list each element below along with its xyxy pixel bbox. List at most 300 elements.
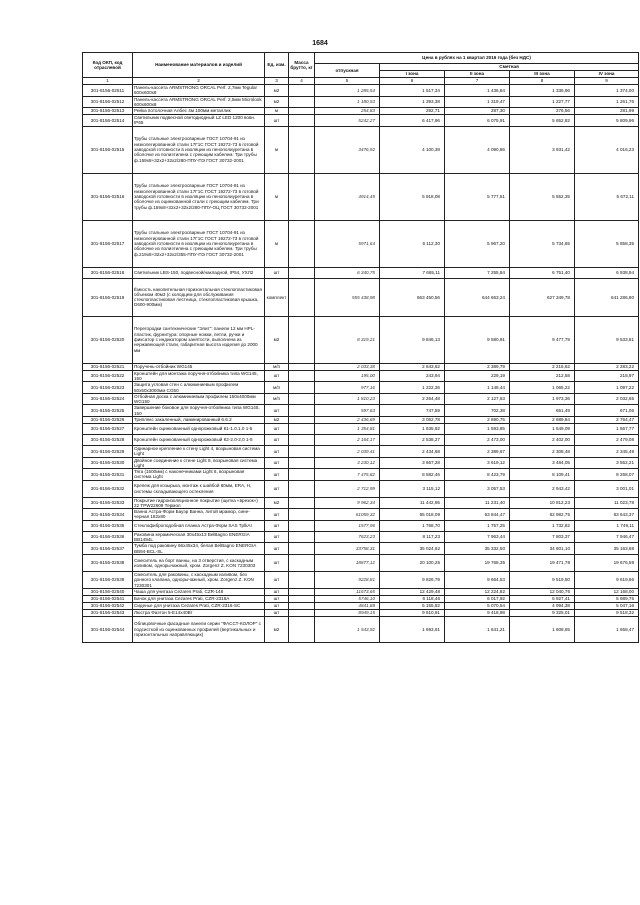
row-release-price: 9 962,34: [315, 497, 380, 509]
row-mass: [289, 543, 315, 555]
row-zone4-price: 19 676,59: [575, 554, 639, 571]
row-release-price: 2 436,69: [315, 416, 380, 423]
row-unit: шт: [265, 571, 289, 588]
row-zone2-price: 3 057,53: [445, 480, 510, 497]
row-zone3-price: 10 812,23: [510, 497, 575, 509]
table-header: [83, 53, 639, 85]
row-release-price: 8949,15: [315, 609, 380, 616]
row-mass: [289, 405, 315, 417]
row-code: 301-8156-02532: [83, 480, 133, 497]
row-unit: м2: [265, 85, 289, 97]
table-row: [83, 393, 639, 405]
row-zone2-price: 287,30: [445, 108, 510, 115]
row-mass: [289, 126, 315, 173]
row-release-price: 9228,81: [315, 571, 380, 588]
table-row: [83, 85, 639, 97]
row-zone1-price: 8 582,46: [380, 469, 445, 481]
row-mass: [289, 554, 315, 571]
row-zone2-price: 6 075,91: [445, 115, 510, 127]
table-body: [83, 85, 639, 643]
row-code: 301-8156-02536: [83, 531, 133, 543]
row-zone1-price: 3 115,12: [380, 480, 445, 497]
row-code: 301-8156-02519: [83, 278, 133, 316]
row-code: 301-8156-02520: [83, 316, 133, 363]
row-name: Защита угловая стен с алюминиевым профилем 50х50х3000мм CG50: [133, 382, 265, 394]
row-release-price: 1 180,53: [315, 96, 380, 108]
row-unit: шт: [265, 531, 289, 543]
row-name: Ёмкость накопительная горизонтальная стеклопластиковая объемом 40м3 (с колодцем для обслуживания стеклопластиковая лестница, стеклопластиковая крышка, D600-900мм): [133, 278, 265, 316]
row-unit: м2: [265, 416, 289, 423]
row-zone3-price: 2 308,48: [510, 445, 575, 457]
row-zone4-price: 1 567,77: [575, 423, 639, 434]
row-zone1-price: 6 118,46: [380, 595, 445, 602]
row-code: 301-8156-02539: [83, 571, 133, 588]
row-release-price: 5242,27: [315, 115, 380, 127]
table-row: [83, 543, 639, 555]
row-zone2-price: 1 593,85: [445, 423, 510, 434]
row-name: Завершение боковое для поручня-отбойника типа WG145, 150: [133, 405, 265, 417]
header-release: отпускная: [315, 64, 380, 78]
row-release-price: 3 230,12: [315, 457, 380, 469]
row-code: 301-8156-02523: [83, 382, 133, 394]
row-zone3-price: 627 349,78: [510, 278, 575, 316]
row-unit: м/п: [265, 363, 289, 370]
row-zone4-price: 2 764,47: [575, 416, 639, 423]
row-name: Кронштейн оцинкованный однорожковый К1-1.0.1.0 1-5: [133, 423, 265, 434]
row-code: 301-8156-02518: [83, 267, 133, 278]
row-zone2-price: 9 418,98: [445, 609, 510, 616]
row-name: Поручень-отбойник WG145: [133, 363, 265, 370]
row-mass: [289, 382, 315, 394]
row-zone1-price: 2 843,62: [380, 363, 445, 370]
row-zone1-price: 9 610,91: [380, 609, 445, 616]
row-zone4-price: 218,97: [575, 370, 639, 382]
table-row: [83, 363, 639, 370]
row-zone2-price: 6 017,92: [445, 595, 510, 602]
row-code: 301-8156-02544: [83, 616, 133, 642]
row-name: Раковина керамическая 30х45х13 BelBagno ENERGIA BB1494L: [133, 531, 265, 543]
row-zone2-price: 11 231,40: [445, 497, 510, 509]
row-unit: комплект: [265, 278, 289, 316]
row-mass: [289, 370, 315, 382]
column-number: 7: [445, 78, 510, 85]
row-unit: шт: [265, 595, 289, 602]
table-row: [83, 554, 639, 571]
row-zone3-price: 5 652,82: [510, 115, 575, 127]
row-name: Отбойная доска с алюминиевым профилем 150х4000мм WG150: [133, 393, 265, 405]
row-release-price: 254,83: [315, 108, 380, 115]
row-zone2-price: 12 224,82: [445, 588, 510, 595]
row-zone1-price: 35 024,62: [380, 543, 445, 555]
row-mass: [289, 434, 315, 445]
row-mass: [289, 363, 315, 370]
row-release-price: 555 438,98: [315, 278, 380, 316]
row-unit: м/п: [265, 393, 289, 405]
row-zone4-price: 9 518,32: [575, 609, 639, 616]
row-release-price: 8 319,21: [315, 316, 380, 363]
row-mass: [289, 457, 315, 469]
row-zone2-price: 8 423,79: [445, 469, 510, 481]
row-mass: [289, 173, 315, 220]
row-mass: [289, 393, 315, 405]
row-name: Трубы стальные электросварные ГОСТ 10704-91 из низколегированной стали 17Г1С ГОСТ 19272-73 в готовой заводской готовности в изоляции из пенополиуретана в оболочке из полиэтилена с греющим кабелем. Три трубы ф.219х8+32х2+32х2/355-ППУ-ПЭ ГОСТ 30732-2001: [133, 220, 265, 267]
row-unit: шт: [265, 445, 289, 457]
row-zone1-price: 2 434,68: [380, 445, 445, 457]
row-zone3-price: 3 484,05: [510, 457, 575, 469]
table-row: [83, 405, 639, 417]
row-zone3-price: 2 943,42: [510, 480, 575, 497]
row-zone4-price: 2 032,65: [575, 393, 639, 405]
row-code: 301-8156-02517: [83, 220, 133, 267]
table-row: [83, 126, 639, 173]
row-zone1-price: 9 826,79: [380, 571, 445, 588]
row-release-price: 7 475,82: [315, 469, 380, 481]
row-zone4-price: 5 047,16: [575, 602, 639, 609]
row-zone2-price: 5 967,20: [445, 220, 510, 267]
row-release-price: 33758,31: [315, 543, 380, 555]
row-zone1-price: 1 222,36: [380, 382, 445, 394]
row-mass: [289, 595, 315, 602]
row-zone3-price: 9 477,79: [510, 316, 575, 363]
row-unit: шт: [265, 469, 289, 481]
row-zone2-price: 2 389,79: [445, 363, 510, 370]
row-unit: м: [265, 173, 289, 220]
row-mass: [289, 445, 315, 457]
row-zone2-price: 1 641,21: [445, 616, 510, 642]
row-zone2-price: 5 070,54: [445, 602, 510, 609]
row-zone2-price: 9 664,53: [445, 571, 510, 588]
row-zone4-price: 5 858,35: [575, 220, 639, 267]
row-release-price: 2 712,99: [315, 480, 380, 497]
row-unit: м/п: [265, 382, 289, 394]
row-name: Люстра Фаэтон 5-Е14х40Вт: [133, 609, 265, 616]
row-mass: [289, 85, 315, 97]
table-row: [83, 480, 639, 497]
row-zone3-price: 34 601,10: [510, 543, 575, 555]
row-unit: шт: [265, 520, 289, 531]
row-zone1-price: 6 112,30: [380, 220, 445, 267]
row-zone1-price: 1 635,92: [380, 423, 445, 434]
row-code: 301-8156-02525: [83, 405, 133, 417]
column-number: 5: [315, 78, 380, 85]
row-zone4-price: 2 283,22: [575, 363, 639, 370]
row-zone4-price: 2 345,49: [575, 445, 639, 457]
row-release-price: 1 354,81: [315, 423, 380, 434]
row-code: 301-8156-02515: [83, 126, 133, 173]
row-unit: шт: [265, 457, 289, 469]
header-unit: Ед. изм.: [265, 53, 289, 78]
row-code: 301-8156-02535: [83, 520, 133, 531]
row-zone3-price: 1 227,77: [510, 96, 575, 108]
table-row: [83, 278, 639, 316]
row-zone3-price: 6 751,40: [510, 267, 575, 278]
table-row: [83, 434, 639, 445]
row-zone1-price: 5 155,82: [380, 602, 445, 609]
row-zone3-price: 62 982,75: [510, 509, 575, 521]
row-code: 301-8156-02530: [83, 457, 133, 469]
row-name: Смеситель для раковины, с каскадным изливом, без донного клапана, однорычажный, хром. Zorgenz Z. KON 7230301: [133, 571, 265, 588]
row-zone4-price: 4 016,23: [575, 126, 639, 173]
row-zone2-price: 19 768,35: [445, 554, 510, 571]
row-zone2-price: 1 757,25: [445, 520, 510, 531]
table-row: [83, 609, 639, 616]
row-name: Трубы стальные электросварные ГОСТ 10704-91 из низколегированной стали 17Г1С ГОСТ 19272-73 в готовой заводской готовности в изоляции из пенополиуретана в оболочке из оцинкованной стали с греющим кабелем. Три трубы ф.159х8+32х2+32х2/280-ППУ-ОЦ ГОСТ 30732-2001: [133, 173, 265, 220]
row-unit: шт: [265, 602, 289, 609]
row-zone1-price: 3 052,78: [380, 416, 445, 423]
header-estimate: Сметная: [380, 64, 639, 71]
row-zone1-price: 4 100,38: [380, 126, 445, 173]
row-zone1-price: 243,94: [380, 370, 445, 382]
row-zone1-price: 1 393,38: [380, 96, 445, 108]
row-zone1-price: 9 846,13: [380, 316, 445, 363]
row-zone3-price: 9 325,01: [510, 609, 575, 616]
row-zone1-price: 7 665,11: [380, 267, 445, 278]
row-mass: [289, 497, 315, 509]
row-zone4-price: 2 479,08: [575, 434, 639, 445]
header-zone-1: I зона: [380, 71, 445, 78]
row-code: 301-8156-02542: [83, 602, 133, 609]
row-code: 301-8156-02524: [83, 393, 133, 405]
row-zone3-price: 651,49: [510, 405, 575, 417]
row-unit: шт: [265, 423, 289, 434]
column-number: 2: [133, 78, 265, 85]
row-code: 301-8156-02540: [83, 588, 133, 595]
row-release-price: 195,00: [315, 370, 380, 382]
row-code: 301-8156-02521: [83, 363, 133, 370]
table-row: [83, 588, 639, 595]
row-release-price: 6 340,75: [315, 267, 380, 278]
table-row: [83, 382, 639, 394]
row-unit: м2: [265, 316, 289, 363]
row-zone3-price: 2 689,84: [510, 416, 575, 423]
row-zone4-price: 3 552,21: [575, 457, 639, 469]
row-name: Облицовочные фасадные панели серии "ФАССТ-КОЛОР" с подсисткой из оцинкованных профилей (вертикальных и горизонтальных направляющих): [133, 616, 265, 642]
row-code: 301-8156-02538: [83, 554, 133, 571]
row-zone3-price: 7 803,37: [510, 531, 575, 543]
row-code: 301-8156-02534: [83, 509, 133, 521]
row-mass: [289, 588, 315, 595]
row-code: 301-8156-02533: [83, 497, 133, 509]
row-zone1-price: 20 100,25: [380, 554, 445, 571]
table-row: [83, 370, 639, 382]
row-code: 301-8156-02541: [83, 595, 133, 602]
table-row: [83, 416, 639, 423]
row-zone3-price: 1 608,65: [510, 616, 575, 642]
table-row: [83, 616, 639, 642]
row-name: Триплекс закаленный, ламинированный 6.6.2: [133, 416, 265, 423]
row-zone4-price: 1 749,11: [575, 520, 639, 531]
table-row: [83, 602, 639, 609]
row-zone3-price: 1 549,09: [510, 423, 575, 434]
row-code: 301-8156-02526: [83, 416, 133, 423]
row-name: Тяга (1500мм) с наконечниками Light 6, возрыновая система Light: [133, 469, 265, 481]
row-zone4-price: 35 163,68: [575, 543, 639, 555]
row-unit: шт: [265, 554, 289, 571]
row-release-price: 7623,23: [315, 531, 380, 543]
row-zone3-price: 19 471,78: [510, 554, 575, 571]
row-zone2-price: 4 090,86: [445, 126, 510, 173]
column-number: 1: [83, 78, 133, 85]
page-number: 1684: [312, 40, 328, 47]
row-code: 301-8156-02514: [83, 115, 133, 127]
price-table: [82, 52, 639, 643]
row-zone2-price: 1 148,44: [445, 382, 510, 394]
row-zone4-price: 5 989,75: [575, 595, 639, 602]
row-mass: [289, 115, 315, 127]
row-code: 301-8156-02529: [83, 445, 133, 457]
row-unit: шт: [265, 588, 289, 595]
row-zone2-price: 2 890,75: [445, 416, 510, 423]
row-release-price: 1 810,23: [315, 393, 380, 405]
row-zone3-price: 3 931,42: [510, 126, 575, 173]
header-mass: Масса брутто, кг: [289, 53, 315, 78]
row-code: 301-8156-02511: [83, 85, 133, 97]
row-zone1-price: 292,71: [380, 108, 445, 115]
row-release-price: 4841,88: [315, 602, 380, 609]
row-name: Покрытие гидроизоляционное покрытие (щитка «врезок») 22 ТРW22609 Термол: [133, 497, 265, 509]
table-row: [83, 457, 639, 469]
row-release-price: 1 285,54: [315, 85, 380, 97]
row-zone1-price: 663 450,56: [380, 278, 445, 316]
row-zone1-price: 2 538,27: [380, 434, 445, 445]
row-zone4-price: 7 946,47: [575, 531, 639, 543]
row-unit: шт: [265, 434, 289, 445]
row-name: Панель-кассета ARMSTRONG ORCAL Perf. 2,7мм Tegular 600х600х8: [133, 85, 265, 97]
row-code: 301-8156-02543: [83, 609, 133, 616]
row-code: 301-8156-02516: [83, 173, 133, 220]
row-name: Ванна Астра-Форм Бауэр Ванна, литой мрамор, сине-черная 182х80: [133, 509, 265, 521]
row-code: 301-8156-02513: [83, 108, 133, 115]
header-zone-3: III зона: [510, 71, 575, 78]
row-zone3-price: 5 734,65: [510, 220, 575, 267]
row-release-price: 1 543,92: [315, 616, 380, 642]
row-unit: м2: [265, 497, 289, 509]
row-unit: шт: [265, 509, 289, 521]
row-zone4-price: 1 658,47: [575, 616, 639, 642]
column-number: 3: [265, 78, 289, 85]
table-row: [83, 115, 639, 127]
row-zone2-price: 3 619,12: [445, 457, 510, 469]
row-zone4-price: 5 809,96: [575, 115, 639, 127]
row-unit: шт: [265, 370, 289, 382]
row-zone3-price: 5 552,35: [510, 173, 575, 220]
row-unit: м2: [265, 96, 289, 108]
column-number: 4: [289, 78, 315, 85]
row-release-price: 5971,64: [315, 220, 380, 267]
row-name: Смеситель на борт ванны, на 3 отверстия, с каскадным изливом, однорычажный, хром. Zorgenz Z. KON 7230303: [133, 554, 265, 571]
row-name: Тумба под раковину 66х45х34, белая BelBagno ENERGIA BB94-BCL-SL: [133, 543, 265, 555]
header-price-group: Цена в рублях на 1 квартал 2016 года (без НДС): [315, 53, 639, 64]
row-zone3-price: 1 973,36: [510, 393, 575, 405]
row-code: 301-8156-02522: [83, 370, 133, 382]
row-name: Панель-кассета ARMSTRONG ORCAL Perf. 2,5мм Microlook 600х600х8: [133, 96, 265, 108]
row-code: 301-8156-02531: [83, 469, 133, 481]
row-release-price: 3476,92: [315, 126, 380, 173]
row-name: Трубы стальные электросварные ГОСТ 10704-91 из низколегированной стали 17Г1С ГОСТ 19272-73 в готовой заводской готовности в изоляции из пенополиуретана в оболочке из полиэтилена с греющим кабелем. Три трубы ф.159х8+32х2+32х2/280-ППУ-ПЭ ГОСТ 30732-2001: [133, 126, 265, 173]
row-unit: шт: [265, 115, 289, 127]
table-row: [83, 267, 639, 278]
row-zone2-price: 2 389,67: [445, 445, 510, 457]
row-zone4-price: 3 001,01: [575, 480, 639, 497]
row-zone2-price: 644 663,24: [445, 278, 510, 316]
row-zone1-price: 1 517,34: [380, 85, 445, 97]
row-release-price: 4914,45: [315, 173, 380, 220]
row-zone4-price: 1 261,76: [575, 96, 639, 108]
row-zone3-price: 1 336,96: [510, 85, 575, 97]
row-zone1-price: 65 018,09: [380, 509, 445, 521]
row-zone4-price: 9 533,81: [575, 316, 639, 363]
row-zone2-price: 2 473,00: [445, 434, 510, 445]
row-name: Светильник LBS-150, подвесной/накладной, IP54, УХЛ2: [133, 267, 265, 278]
row-zone1-price: 747,59: [380, 405, 445, 417]
row-unit: шт: [265, 609, 289, 616]
row-unit: м: [265, 108, 289, 115]
row-release-price: 18877,12: [315, 554, 380, 571]
table-row: [83, 571, 639, 588]
row-unit: м: [265, 126, 289, 173]
row-mass: [289, 509, 315, 521]
row-mass: [289, 96, 315, 108]
row-zone4-price: 671,06: [575, 405, 639, 417]
table-row: [83, 96, 639, 108]
row-code: 301-8156-02537: [83, 543, 133, 555]
row-zone3-price: 5 927,41: [510, 595, 575, 602]
row-zone2-price: 1 436,84: [445, 85, 510, 97]
row-zone2-price: 1 319,47: [445, 96, 510, 108]
row-release-price: 2 033,38: [315, 363, 380, 370]
row-zone3-price: 9 519,50: [510, 571, 575, 588]
table-row: [83, 108, 639, 115]
row-mass: [289, 423, 315, 434]
table-row: [83, 220, 639, 267]
header-zone-2: II зона: [445, 71, 510, 78]
row-zone3-price: 1 065,22: [510, 382, 575, 394]
row-unit: м: [265, 220, 289, 267]
row-name: Двойное соединение к стене Light 8, возрыновая система Light: [133, 457, 265, 469]
column-number: 6: [380, 78, 445, 85]
table-row: [83, 595, 639, 602]
row-release-price: 597,63: [315, 405, 380, 417]
row-zone4-price: 5 672,11: [575, 173, 639, 220]
row-zone4-price: 12 168,00: [575, 588, 639, 595]
table-row: [83, 520, 639, 531]
table-row: [83, 469, 639, 481]
row-zone4-price: 11 023,78: [575, 497, 639, 509]
row-zone1-price: 5 918,08: [380, 173, 445, 220]
row-zone2-price: 9 580,91: [445, 316, 510, 363]
row-name: Перегородки сантехнические "Элит": панели 12 мм HPL-пластик, фурнитура: опорные ножки, петли, ручки и фиксатор с индикатором занятости, выполнена из нержавеющей стали, габаритная высота изделия до 2000 мм: [133, 316, 265, 363]
header-zone-4: IV зона: [575, 71, 639, 78]
row-zone4-price: 9 619,66: [575, 571, 639, 588]
row-zone2-price: 7 963,44: [445, 531, 510, 543]
row-mass: [289, 480, 315, 497]
row-release-price: 11673,65: [315, 588, 380, 595]
row-zone1-price: 2 264,48: [380, 393, 445, 405]
row-zone3-price: 212,58: [510, 370, 575, 382]
row-zone4-price: 6 938,94: [575, 267, 639, 278]
row-name: Сиденье для унитаза Cezares Prati, CZR-2316-SC: [133, 602, 265, 609]
row-name: Рейка потолочная Албес 4м 100мм металлик: [133, 108, 265, 115]
row-zone1-price: 8 117,23: [380, 531, 445, 543]
table-row: [83, 509, 639, 521]
row-mass: [289, 609, 315, 616]
row-mass: [289, 616, 315, 642]
row-zone2-price: 5 777,51: [445, 173, 510, 220]
row-mass: [289, 108, 315, 115]
row-zone3-price: 8 109,41: [510, 469, 575, 481]
row-unit: м2: [265, 616, 289, 642]
row-zone3-price: 2 216,62: [510, 363, 575, 370]
